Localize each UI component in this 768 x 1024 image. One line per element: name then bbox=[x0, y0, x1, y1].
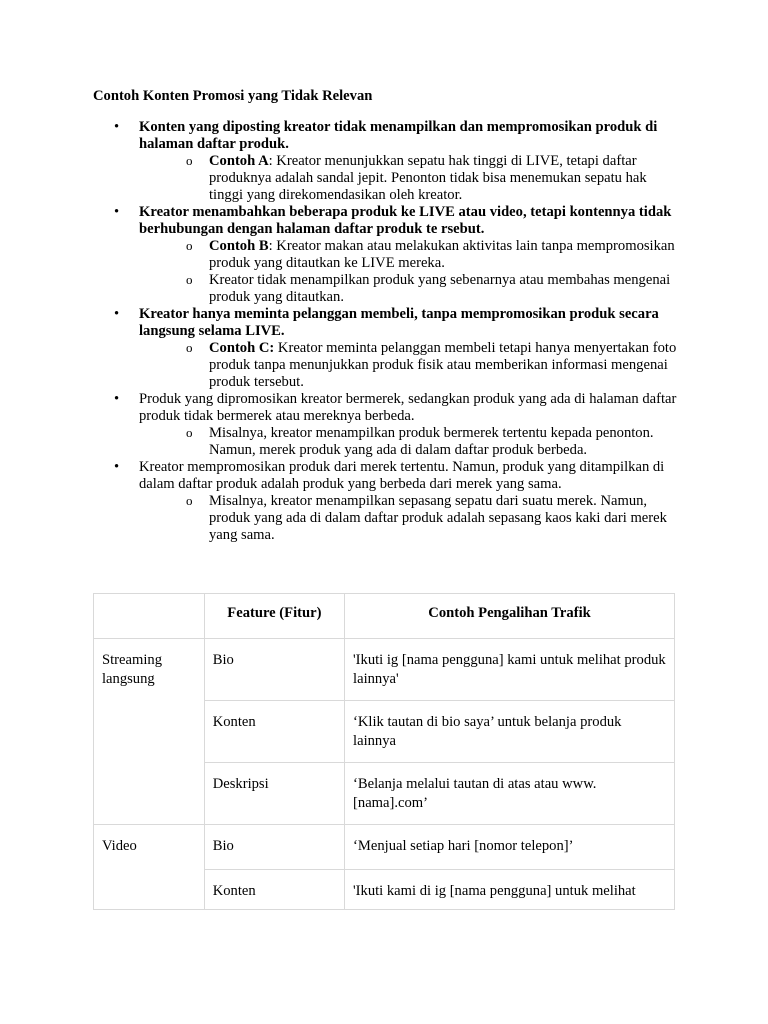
group-label-cell: Streaming langsung bbox=[94, 639, 205, 825]
sub-list-text: Misalnya, kreator menampilkan produk bermerek tertentu kepada penonton. Namun, merek produk yang ada di dalam daftar produk berbeda. bbox=[209, 425, 654, 458]
list-item-text: Produk yang dipromosikan kreator bermerek, sedangkan produk yang ada di halaman daftar produk tidak bermerek atau mereknya berbeda. bbox=[139, 391, 677, 424]
list-item bbox=[93, 306, 683, 391]
feature-cell: Bio bbox=[204, 825, 344, 870]
sub-list-item bbox=[139, 153, 683, 204]
bullet-list bbox=[93, 119, 683, 544]
table-row bbox=[94, 825, 675, 870]
example-lead: Contoh B bbox=[209, 238, 269, 254]
feature-cell: Konten bbox=[204, 701, 344, 763]
feature-cell bbox=[204, 870, 344, 910]
feature-cell: Bio bbox=[204, 639, 344, 701]
list-item-text: Kreator mempromosikan produk dari merek tertentu. Namun, produk yang ditampilkan di dalam daftar produk adalah produk yang berbeda dari merek yang sama. bbox=[139, 459, 665, 492]
list-item bbox=[93, 119, 683, 204]
example-lead: Contoh A bbox=[209, 153, 269, 169]
page-title: Contoh Konten Promosi yang Tidak Relevan bbox=[93, 88, 373, 104]
document-body bbox=[93, 88, 683, 544]
table-header-cell bbox=[94, 594, 205, 639]
example-cell: ‘Belanja melalui tautan di atas atau www.[nama].com’ bbox=[345, 763, 675, 825]
example-text: 'Ikuti kami di ig [nama pengguna] untuk melihat bbox=[353, 883, 636, 899]
example-lead: Contoh C: bbox=[209, 340, 275, 356]
sub-list-text: Kreator meminta pelanggan membeli tetapi hanya menyertakan foto produk tanpa menunjukkan produk fisik atau memberikan informasi mengenai produk tersebut. bbox=[209, 340, 677, 390]
table-header-cell: Feature (Fitur) bbox=[204, 594, 344, 639]
sub-list bbox=[139, 493, 683, 544]
example-cell: ‘Klik tautan di bio saya’ untuk belanja produk lainnya bbox=[345, 701, 675, 763]
list-item bbox=[93, 204, 683, 306]
sub-list-text: Kreator tidak menampilkan produk yang sebenarnya atau membahas mengenai produk yang ditautkan. bbox=[209, 272, 671, 305]
example-cell: 'Ikuti ig [nama pengguna] kami untuk melihat produk lainnya' bbox=[345, 639, 675, 701]
table-header-cell: Contoh Pengalihan Trafik bbox=[345, 594, 675, 639]
traffic-redirect-table bbox=[93, 593, 675, 910]
feature-cell: Deskripsi bbox=[204, 763, 344, 825]
list-item-text: Kreator menambahkan beberapa produk ke LIVE atau video, tetapi kontennya tidak berhubungan dengan halaman daftar produk te rsebut. bbox=[139, 204, 672, 237]
group-label-cell: Video bbox=[94, 825, 205, 910]
example-cell: ‘Menjual setiap hari [nomor telepon]’ bbox=[345, 825, 675, 870]
feature-text: Konten bbox=[212, 883, 256, 899]
sub-list-text: Misalnya, kreator menampilkan sepasang sepatu dari suatu merek. Namun, produk yang ada di dalam daftar produk adalah sepasang kaos kaki dari merek yang sama. bbox=[209, 493, 667, 543]
sub-list-text: : Kreator menunjukkan sepatu hak tinggi di LIVE, tetapi daftar produknya adalah sandal jepit. Penonton tidak bisa menemukan sepatu hak tinggi yang direkomendasikan oleh kreator. bbox=[209, 153, 647, 203]
sub-list bbox=[139, 425, 683, 459]
sub-list-item bbox=[139, 238, 683, 272]
list-item bbox=[93, 391, 683, 459]
sub-list-text: : Kreator makan atau melakukan aktivitas lain tanpa mempromosikan produk yang ditautkan ke LIVE mereka. bbox=[209, 238, 675, 271]
sub-list bbox=[139, 153, 683, 204]
sub-list-item bbox=[139, 272, 683, 306]
list-item-text: Kreator hanya meminta pelanggan membeli, tanpa mempromosikan produk secara langsung selama LIVE. bbox=[139, 306, 659, 339]
table-header-row bbox=[94, 594, 675, 639]
sub-list-item bbox=[139, 493, 683, 544]
sub-list-item bbox=[139, 340, 683, 391]
list-item bbox=[93, 459, 683, 544]
sub-list bbox=[139, 238, 683, 306]
table-row bbox=[94, 639, 675, 701]
sub-list-item bbox=[139, 425, 683, 459]
sub-list bbox=[139, 340, 683, 391]
list-item-text: Konten yang diposting kreator tidak menampilkan dan mempromosikan produk di halaman daftar produk. bbox=[139, 119, 658, 152]
example-cell bbox=[345, 870, 675, 910]
